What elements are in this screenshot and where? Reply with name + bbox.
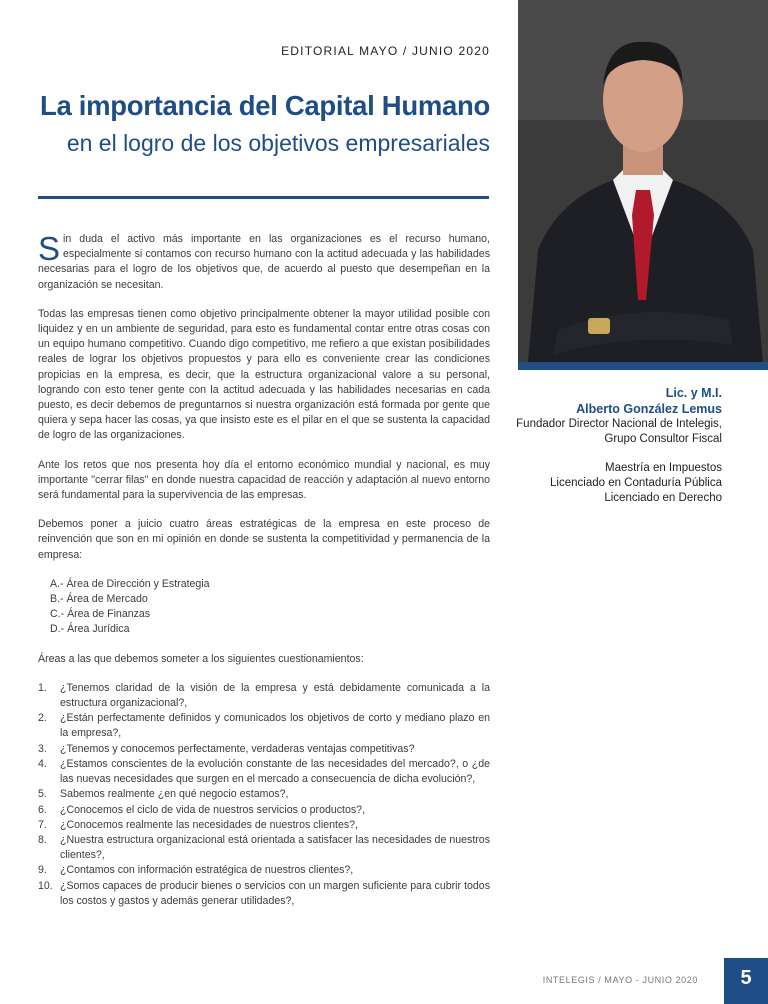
list-item: 6. ¿Conocemos el ciclo de vida de nuestros servicios o productos?, bbox=[38, 803, 366, 816]
list-item: B.- Área de Mercado bbox=[50, 593, 148, 606]
author-portrait-illustration bbox=[518, 0, 768, 362]
drop-cap: S bbox=[38, 230, 61, 267]
photo-accent-bar bbox=[518, 362, 768, 370]
paragraph: Sin duda el activo más importante en las organizaciones es el recurso humano, especialmente si contamos con recurso humano con la actitud adecuada y las habilidades necesarias para el logro de los objetivos que, de acuerdo al puesto que desempeñan en la organización se necesitan. bbox=[38, 230, 490, 291]
author-block bbox=[500, 385, 722, 506]
footer-running-title: INTELEGIS / MAYO - JUNIO 2020 bbox=[542, 975, 698, 985]
paragraph: Áreas a las que debemos someter a los siguientes cuestionamientos: bbox=[38, 652, 364, 665]
list-item: 2. ¿Están perfectamente definidos y comunicados los objetivos de corto y mediano plazo en la empresa?, bbox=[38, 712, 490, 740]
author-degree: Maestría en Impuestos bbox=[605, 462, 722, 474]
author-role: Grupo Consultor Fiscal bbox=[604, 433, 722, 445]
issue-kicker: EDITORIAL MAYO / JUNIO 2020 bbox=[281, 44, 490, 58]
article-subtitle: en el logro de los objetivos empresariales bbox=[66, 130, 490, 156]
list-item: C.- Área de Finanzas bbox=[50, 608, 151, 621]
author-title: Lic. y M.I. bbox=[665, 386, 722, 400]
list-item: 3. ¿Tenemos y conocemos perfectamente, verdaderas ventajas competitivas? bbox=[38, 742, 415, 755]
list-item: 10. ¿Somos capaces de producir bienes o servicios con un margen suficiente para cubrir todos los costos y gastos y además generar utilidades?, bbox=[38, 879, 490, 907]
author-degree: Licenciado en Contaduría Pública bbox=[550, 477, 722, 489]
page-number: 5 bbox=[724, 958, 768, 1004]
list-item: 9. ¿Contamos con información estratégica de nuestros clientes?, bbox=[38, 864, 354, 877]
list-item: 7. ¿Conocemos realmente las necesidades de nuestros clientes?, bbox=[38, 818, 358, 831]
list-item: 4. ¿Estamos conscientes de la evolución constante de las necesidades del mercado?, o ¿de las nuevas necesidades que surgen en el mercado a consecuencia de dicha evolución?, bbox=[38, 757, 490, 786]
paragraph: Debemos poner a juicio cuatro áreas estratégicas de la empresa en este proceso de reinvención que son en mi opinión en donde se sustenta la competitividad y permanencia de la empresa: bbox=[38, 518, 490, 561]
paragraph: Todas las empresas tienen como objetivo principalmente obtener la mayor utilidad posible con liquidez y en un ambiente de seguridad, para esto es fundamental contar entre otras cosas con un equipo humano competitivo. Cuando digo competitivo, me refiero a que existan posibilidades reales de lograr los objetivos propuestos y para ello es conveniente crear las condiciones propicias en la empresa, es decir, que la estructura organizacional valore a su personal, logrando con esto tener gente con la actitud adecuada y las habilidades necesarias en cada puesto, es decir debemos de preguntarnos si nuestra organización está formada por gente que quiera y sepa hacer las cosas, ya que insisto este es el pilar en el que se sustenta la capacidad de logro de las organizaciones. bbox=[38, 307, 490, 442]
list-item: D.- Área Jurídica bbox=[50, 623, 130, 636]
list-item: 1. ¿Tenemos claridad de la visión de la empresa y está debidamente comunicada a la estructura organizacional?, bbox=[38, 681, 490, 710]
author-degree: Licenciado en Derecho bbox=[604, 492, 722, 504]
author-name: Alberto González Lemus bbox=[576, 402, 722, 416]
article-body bbox=[38, 232, 490, 909]
paragraph: Ante los retos que nos presenta hoy día el entorno económico mundial y nacional, es muy importante "cerrar filas" en donde nuestra capacidad de reacción y adaptación al nuevo entorno será fundamental para la supervivencia de las empresas. bbox=[38, 458, 490, 502]
questions-list bbox=[38, 681, 490, 909]
areas-list bbox=[50, 577, 490, 638]
author-role: Fundador Director Nacional de Intelegis, bbox=[516, 418, 722, 430]
author-photo bbox=[518, 0, 768, 362]
list-item: A.- Área de Dirección y Estrategia bbox=[50, 577, 210, 590]
article-title: La importancia del Capital Humano bbox=[39, 90, 490, 121]
list-item: 5. Sabemos realmente ¿en qué negocio estamos?, bbox=[38, 788, 289, 801]
list-item: 8. ¿Nuestra estructura organizacional está orientada a satisfacer las necesidades de nuestros clientes?, bbox=[38, 833, 490, 862]
title-divider bbox=[38, 196, 489, 199]
